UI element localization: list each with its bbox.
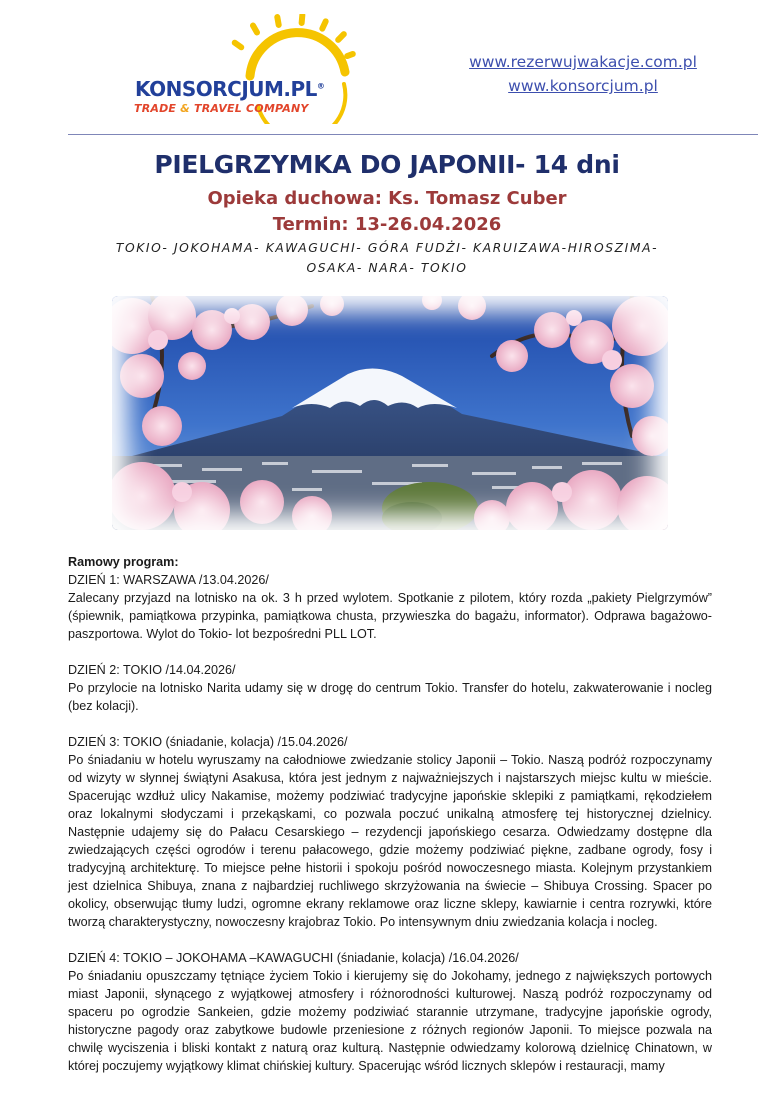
day-description: Po śniadaniu opuszczamy tętniące życiem Tokio i kierujemy się do Jokohamy, jednego z największych portowych miast Japonii, słynącego z wyjątkowej atmosfery i różnorodności kulturowej. Naszą podróż rozpoczynamy od spaceru po ogrodzie Sankeien, gdzie możemy podziwiać starannie utrzymane, tradycyjne japońskie ogrody, historyczne pagody oraz zabytkowe budowle przeniesione z różnych regionów Japonii. To miejsce pozwala na chwilę wyciszenia i bliski kontakt z naturą oraz kulturą. Następnie odwiedzamy kolorową dzielnicę Chinatown, w której poczujemy wyjątkowy klimat chińskiej kultury. Spacerując wśród licznych sklepów i restauracji, mamy <box>68 969 712 1073</box>
header-divider <box>68 134 758 135</box>
day-description: Zalecany przyjazd na lotnisko na ok. 3 h przed wylotem. Spotkanie z pilotem, który rozda „pakiety Pielgrzymów” (śpiewnik, pamiątkowa przypinka, pamiątkowa chusta, przywieszka do bagażu, informator). Odprawa bagażowo-paszportowa. Wylot do Tokio- lot bezpośredni PLL LOT. <box>68 591 712 641</box>
program-section <box>68 553 712 1093</box>
route-line-1: TOKIO- JOKOHAMA- KAWAGUCHI- GÓRA FUDŻI- KARUIZAWA-HIROSZIMA- <box>115 241 659 255</box>
day-3 <box>68 733 712 931</box>
page-title: PIELGRZYMKA DO JAPONII- 14 dni <box>154 150 620 179</box>
chaplain-line: Opieka duchowa: Ks. Tomasz Cuber <box>207 188 567 209</box>
day-2 <box>68 661 712 715</box>
link-konsorcjum[interactable]: www.konsorcjum.pl <box>508 77 658 95</box>
link-rezerwujwakacje[interactable]: www.rezerwujwakacje.com.pl <box>469 53 697 71</box>
logo-wordmark: KONSORCJUM.PL® <box>135 77 325 101</box>
logo-tagline: TRADE & TRAVEL COMPANY <box>134 102 309 115</box>
day-description: Po śniadaniu w hotelu wyruszamy na całodniowe zwiedzanie stolicy Japonii – Tokio. Naszą podróż rozpoczynamy od wizyty w słynnej świątyni Asakusa, która jest jednym z najważniejszych i najstarszych miejsc kultu w mieście. Spacerując wzdłuż ulicy Nakamise, możemy podziwiać tradycyjne japońskie sklepiki z pamiątkami, rękodziełem oraz lokalnymi słodyczami i przekąskami, co pozwala poczuć unikalną atmosferę tej historycznej dzielnicy. Następnie udajemy się do Pałacu Cesarskiego – rezydencji japońskiego cesarza. Odwiedzamy dostępne dla zwiedzających części ogrodów i terenu pałacowego, gdzie możemy podziwiać piękne, zadbane ogrody, fosy i tradycyjną architekturę. To miejsce pełne historii i spokoju pośród nowoczesnego miasta. Kolejnym przystankiem jest dzielnica Shibuya, znana z najbardziej ruchliwego skrzyżowania na świecie – Shibuya Crossing. Spacer po okolicy, obserwując tłumy ludzi, ogromne ekrany reklamowe oraz liczne sklepy, kawiarnie i centra rozrywki, które tworzą charakterystyczny, nowoczesny krajobraz Tokio. Po intensywnym dniu zwiedzania kolacja i nocleg. <box>68 753 712 929</box>
mount-fuji-photo <box>112 296 668 530</box>
day-description: Po przylocie na lotnisko Narita udamy się w drogę do centrum Tokio. Transfer do hotelu, zakwaterowanie i nocleg (bez kolacji). <box>68 681 712 713</box>
term-line: Termin: 13-26.04.2026 <box>272 214 502 235</box>
company-logo <box>130 14 360 124</box>
day-heading: DZIEŃ 1: WARSZAWA /13.04.2026/ <box>68 573 269 587</box>
route-line-2: OSAKA- NARA- TOKIO <box>306 261 468 275</box>
day-heading: DZIEŃ 3: TOKIO (śniadanie, kolacja) /15.04.2026/ <box>68 735 348 749</box>
day-heading: DZIEŃ 4: TOKIO – JOKOHAMA –KAWAGUCHI (śniadanie, kolacja) /16.04.2026/ <box>68 951 519 965</box>
website-links <box>448 50 718 98</box>
day-heading: DZIEŃ 2: TOKIO /14.04.2026/ <box>68 663 236 677</box>
day-4 <box>68 949 712 1075</box>
program-label: Ramowy program: <box>68 555 179 569</box>
day-1 <box>68 571 712 643</box>
